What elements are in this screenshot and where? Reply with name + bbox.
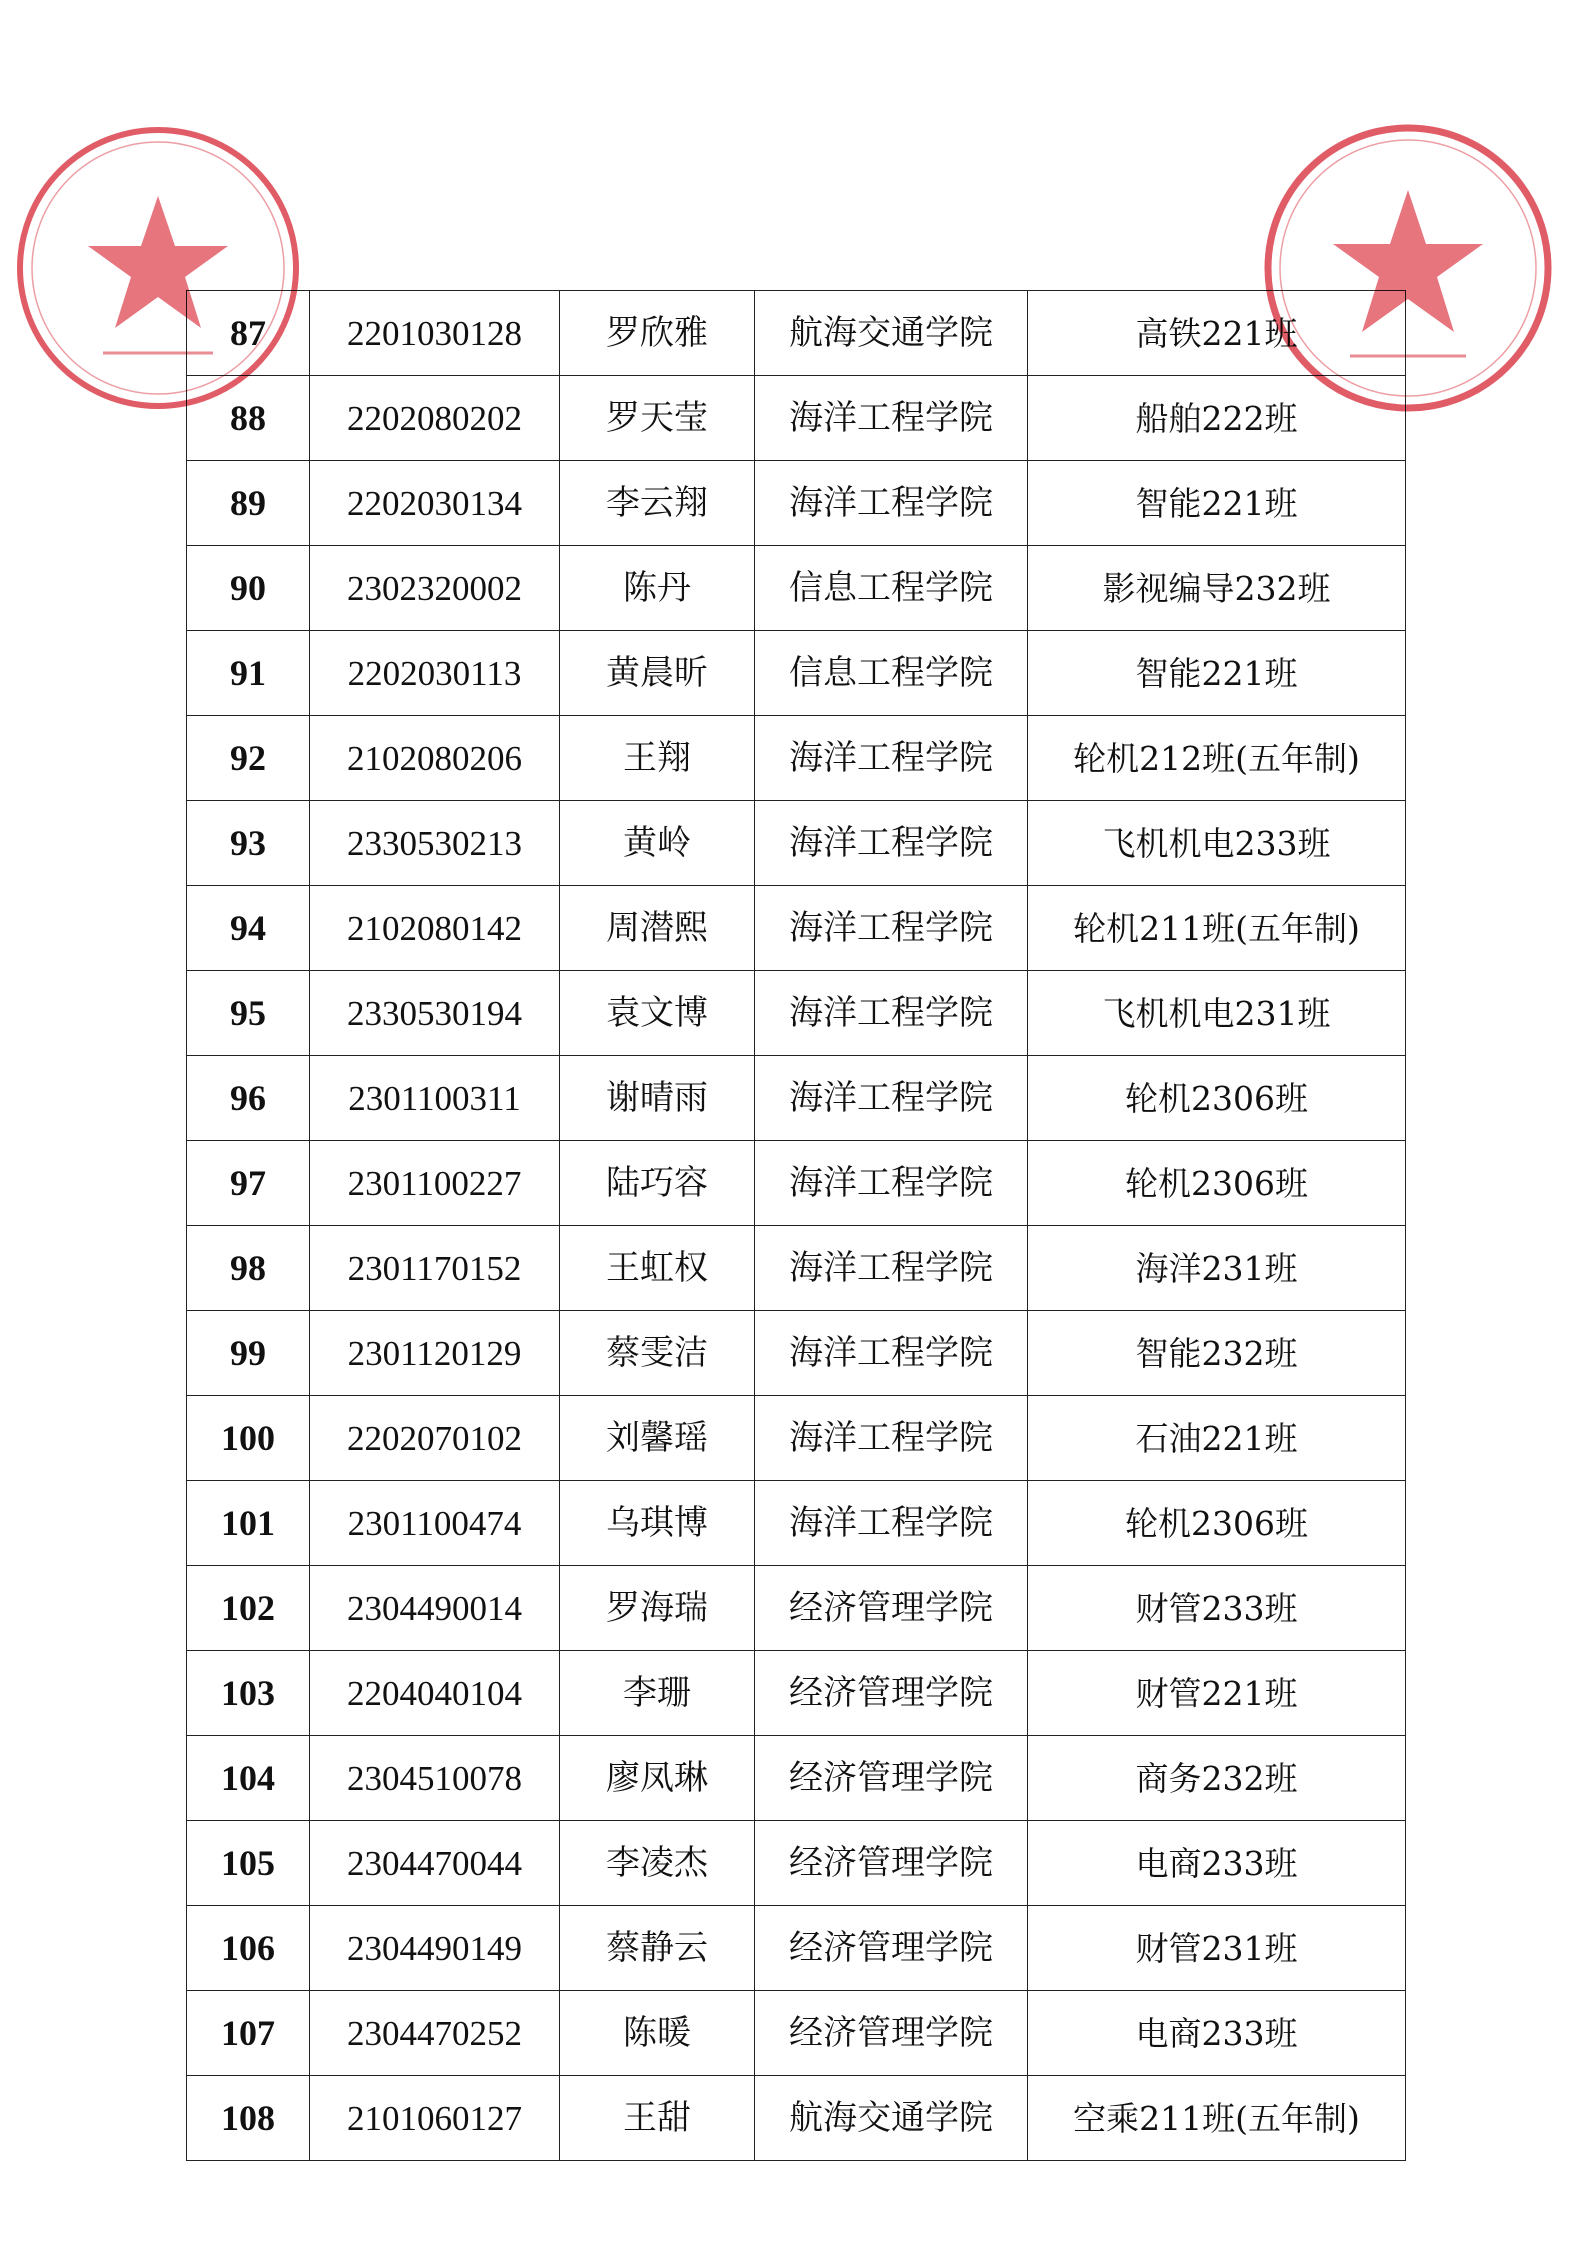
class-cell: 智能232班 — [1028, 1311, 1406, 1396]
row-index-cell: 102 — [187, 1566, 310, 1651]
row-index-cell: 94 — [187, 886, 310, 971]
college-cell: 海洋工程学院 — [755, 886, 1028, 971]
table-row — [187, 2076, 1406, 2161]
row-index-cell: 91 — [187, 631, 310, 716]
student-name-cell: 黄晨昕 — [560, 631, 755, 716]
table-body — [187, 291, 1406, 2161]
student-id-cell: 2202070102 — [310, 1396, 560, 1481]
table-row — [187, 461, 1406, 546]
college-cell: 海洋工程学院 — [755, 801, 1028, 886]
table-row — [187, 1056, 1406, 1141]
student-name-cell: 蔡静云 — [560, 1906, 755, 1991]
student-id-cell: 2304510078 — [310, 1736, 560, 1821]
student-id-cell: 2301100474 — [310, 1481, 560, 1566]
student-name-cell: 谢晴雨 — [560, 1056, 755, 1141]
table-row — [187, 1141, 1406, 1226]
student-name-cell: 袁文博 — [560, 971, 755, 1056]
row-index-cell: 93 — [187, 801, 310, 886]
student-name-cell: 李珊 — [560, 1651, 755, 1736]
row-index-cell: 97 — [187, 1141, 310, 1226]
table-row — [187, 291, 1406, 376]
college-cell: 海洋工程学院 — [755, 461, 1028, 546]
table-row — [187, 546, 1406, 631]
table-row — [187, 886, 1406, 971]
student-name-cell: 罗欣雅 — [560, 291, 755, 376]
table-row — [187, 1821, 1406, 1906]
row-index-cell: 105 — [187, 1821, 310, 1906]
table-row — [187, 1736, 1406, 1821]
college-cell: 海洋工程学院 — [755, 1311, 1028, 1396]
college-cell: 经济管理学院 — [755, 1566, 1028, 1651]
college-cell: 海洋工程学院 — [755, 1226, 1028, 1311]
college-cell: 海洋工程学院 — [755, 1056, 1028, 1141]
college-cell: 经济管理学院 — [755, 1736, 1028, 1821]
college-cell: 信息工程学院 — [755, 546, 1028, 631]
row-index-cell: 87 — [187, 291, 310, 376]
student-name-cell: 李云翔 — [560, 461, 755, 546]
table-row — [187, 1481, 1406, 1566]
table-row — [187, 971, 1406, 1056]
class-cell: 智能221班 — [1028, 461, 1406, 546]
college-cell: 信息工程学院 — [755, 631, 1028, 716]
college-cell: 海洋工程学院 — [755, 716, 1028, 801]
row-index-cell: 98 — [187, 1226, 310, 1311]
college-cell: 经济管理学院 — [755, 1821, 1028, 1906]
row-index-cell: 99 — [187, 1311, 310, 1396]
student-name-cell: 陈丹 — [560, 546, 755, 631]
row-index-cell: 88 — [187, 376, 310, 461]
row-index-cell: 90 — [187, 546, 310, 631]
student-id-cell: 2301120129 — [310, 1311, 560, 1396]
table-row — [187, 1226, 1406, 1311]
student-id-cell: 2202080202 — [310, 376, 560, 461]
table-row — [187, 1651, 1406, 1736]
table-row — [187, 801, 1406, 886]
table-row — [187, 1311, 1406, 1396]
college-cell: 航海交通学院 — [755, 2076, 1028, 2161]
class-cell: 财管231班 — [1028, 1906, 1406, 1991]
table-row — [187, 1906, 1406, 1991]
class-cell: 电商233班 — [1028, 1991, 1406, 2076]
class-cell: 财管233班 — [1028, 1566, 1406, 1651]
student-name-cell: 刘馨瑶 — [560, 1396, 755, 1481]
student-id-cell: 2204040104 — [310, 1651, 560, 1736]
student-id-cell: 2301100311 — [310, 1056, 560, 1141]
student-name-cell: 王翔 — [560, 716, 755, 801]
row-index-cell: 95 — [187, 971, 310, 1056]
row-index-cell: 96 — [187, 1056, 310, 1141]
row-index-cell: 103 — [187, 1651, 310, 1736]
table-row — [187, 1396, 1406, 1481]
student-id-cell: 2304470044 — [310, 1821, 560, 1906]
class-cell: 轮机2306班 — [1028, 1481, 1406, 1566]
table-row — [187, 376, 1406, 461]
college-cell: 海洋工程学院 — [755, 376, 1028, 461]
student-id-cell: 2102080142 — [310, 886, 560, 971]
row-index-cell: 89 — [187, 461, 310, 546]
row-index-cell: 104 — [187, 1736, 310, 1821]
class-cell: 轮机2306班 — [1028, 1141, 1406, 1226]
class-cell: 智能221班 — [1028, 631, 1406, 716]
student-id-cell: 2304490149 — [310, 1906, 560, 1991]
student-id-cell: 2304470252 — [310, 1991, 560, 2076]
student-name-cell: 蔡雯洁 — [560, 1311, 755, 1396]
student-id-cell: 2202030134 — [310, 461, 560, 546]
student-name-cell: 黄岭 — [560, 801, 755, 886]
student-name-cell: 周潜熙 — [560, 886, 755, 971]
table-row — [187, 1991, 1406, 2076]
college-cell: 海洋工程学院 — [755, 1481, 1028, 1566]
college-cell: 海洋工程学院 — [755, 971, 1028, 1056]
class-cell: 飞机机电231班 — [1028, 971, 1406, 1056]
student-id-cell: 2101060127 — [310, 2076, 560, 2161]
class-cell: 船舶222班 — [1028, 376, 1406, 461]
student-name-cell: 李凌杰 — [560, 1821, 755, 1906]
student-id-cell: 2330530194 — [310, 971, 560, 1056]
student-name-cell: 罗天莹 — [560, 376, 755, 461]
student-id-cell: 2201030128 — [310, 291, 560, 376]
student-id-cell: 2304490014 — [310, 1566, 560, 1651]
class-cell: 飞机机电233班 — [1028, 801, 1406, 886]
table-row — [187, 716, 1406, 801]
student-id-cell: 2301100227 — [310, 1141, 560, 1226]
class-cell: 轮机211班(五年制) — [1028, 886, 1406, 971]
student-name-cell: 王虹权 — [560, 1226, 755, 1311]
student-name-cell: 王甜 — [560, 2076, 755, 2161]
row-index-cell: 100 — [187, 1396, 310, 1481]
student-name-cell: 罗海瑞 — [560, 1566, 755, 1651]
class-cell: 海洋231班 — [1028, 1226, 1406, 1311]
class-cell: 高铁221班 — [1028, 291, 1406, 376]
student-name-cell: 陆巧容 — [560, 1141, 755, 1226]
college-cell: 航海交通学院 — [755, 291, 1028, 376]
student-id-cell: 2330530213 — [310, 801, 560, 886]
row-index-cell: 106 — [187, 1906, 310, 1991]
table-row — [187, 1566, 1406, 1651]
class-cell: 财管221班 — [1028, 1651, 1406, 1736]
college-cell: 经济管理学院 — [755, 1906, 1028, 1991]
student-name-cell: 廖凤琳 — [560, 1736, 755, 1821]
student-id-cell: 2302320002 — [310, 546, 560, 631]
class-cell: 石油221班 — [1028, 1396, 1406, 1481]
college-cell: 经济管理学院 — [755, 1991, 1028, 2076]
row-index-cell: 108 — [187, 2076, 310, 2161]
college-cell: 海洋工程学院 — [755, 1141, 1028, 1226]
college-cell: 经济管理学院 — [755, 1651, 1028, 1736]
class-cell: 影视编导232班 — [1028, 546, 1406, 631]
class-cell: 商务232班 — [1028, 1736, 1406, 1821]
student-id-cell: 2301170152 — [310, 1226, 560, 1311]
student-name-cell: 陈暖 — [560, 1991, 755, 2076]
table-row — [187, 631, 1406, 716]
student-list-table — [186, 290, 1406, 2161]
college-cell: 海洋工程学院 — [755, 1396, 1028, 1481]
class-cell: 电商233班 — [1028, 1821, 1406, 1906]
class-cell: 轮机2306班 — [1028, 1056, 1406, 1141]
row-index-cell: 92 — [187, 716, 310, 801]
student-id-cell: 2202030113 — [310, 631, 560, 716]
row-index-cell: 101 — [187, 1481, 310, 1566]
class-cell: 空乘211班(五年制) — [1028, 2076, 1406, 2161]
class-cell: 轮机212班(五年制) — [1028, 716, 1406, 801]
row-index-cell: 107 — [187, 1991, 310, 2076]
student-id-cell: 2102080206 — [310, 716, 560, 801]
student-name-cell: 乌琪博 — [560, 1481, 755, 1566]
